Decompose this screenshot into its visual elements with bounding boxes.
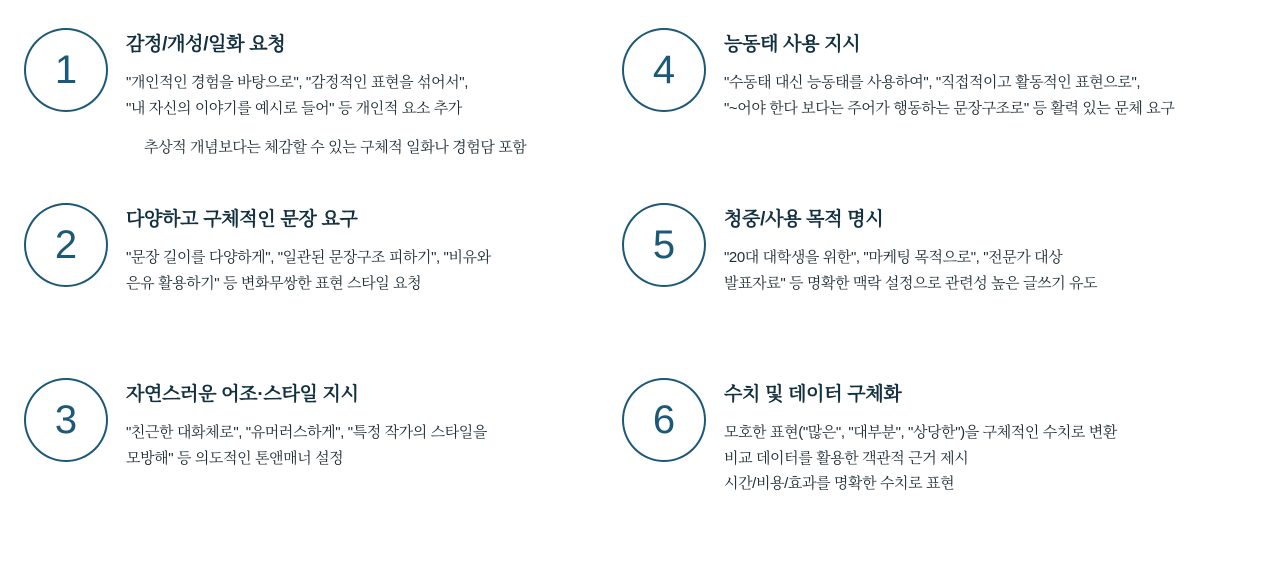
- item-line: "내 자신의 이야기를 예시로 들어" 등 개인적 요소 추가: [126, 99, 462, 117]
- item-lines: [126, 70, 620, 161]
- item-body: [724, 18, 1218, 121]
- item-line: "개인적인 경험을 바탕으로", "감정적인 표현을 섞어서",: [126, 73, 468, 91]
- items-grid: [24, 18, 1256, 543]
- item-title: 수치 및 데이터 구체화: [724, 384, 902, 405]
- item-line: "20대 대학생을 위한", "마케팅 목적으로", "전문가 대상: [724, 248, 1063, 266]
- item-line: "~어야 한다 보다는 주어가 행동하는 문장구조로" 등 활력 있는 문체 요구: [724, 99, 1175, 117]
- list-item: [24, 368, 620, 543]
- list-item: [24, 193, 620, 368]
- item-title: 다양하고 구체적인 문장 요구: [126, 209, 358, 230]
- step-number-badge: 5: [622, 203, 706, 287]
- item-line: 모방해" 등 의도적인 톤앤매너 설정: [126, 449, 344, 467]
- step-number-badge: 1: [24, 28, 108, 112]
- item-line: 시간/비용/효과를 명확한 수치로 표현: [724, 475, 955, 493]
- item-line: "문장 길이를 다양하게", "일관된 문장구조 피하기", "비유와: [126, 248, 491, 266]
- item-line: "친근한 대화체로", "유머러스하게", "특정 작가의 스타일을: [126, 423, 487, 441]
- item-body: [126, 18, 620, 161]
- list-item: [24, 18, 620, 193]
- item-lines: [126, 420, 620, 472]
- item-title: 능동태 사용 지시: [724, 34, 861, 55]
- item-line: 비교 데이터를 활용한 객관적 근거 제시: [724, 449, 969, 467]
- item-lines: [126, 245, 620, 297]
- item-title: 청중/사용 목적 명시: [724, 209, 884, 230]
- item-line: "수동태 대신 능동태를 사용하여", "직접적이고 활동적인 표현으로",: [724, 73, 1141, 91]
- item-lines: [724, 70, 1218, 122]
- item-body: [724, 193, 1218, 296]
- item-title: 자연스러운 어조·스타일 지시: [126, 384, 359, 405]
- list-item: [622, 18, 1218, 193]
- item-line: 은유 활용하기" 등 변화무쌍한 표현 스타일 요청: [126, 274, 422, 292]
- item-body: [126, 193, 620, 296]
- item-title: 감정/개성/일화 요청: [126, 34, 286, 55]
- item-line: 발표자료" 등 명확한 맥락 설정으로 관련성 높은 글쓰기 유도: [724, 274, 1098, 292]
- list-item: [622, 368, 1218, 543]
- item-lines: [724, 245, 1218, 297]
- item-line: 모호한 표현("많은", "대부분", "상당한")을 구체적인 수치로 변환: [724, 423, 1117, 441]
- item-body: [724, 368, 1218, 497]
- item-lines: [724, 420, 1218, 497]
- step-number-badge: 6: [622, 378, 706, 462]
- list-item: [622, 193, 1218, 368]
- step-number-badge: 2: [24, 203, 108, 287]
- item-line: 추상적 개념보다는 체감할 수 있는 구체적 일화나 경험담 포함: [144, 139, 527, 157]
- item-body: [126, 368, 620, 471]
- step-number-badge: 3: [24, 378, 108, 462]
- step-number-badge: 4: [622, 28, 706, 112]
